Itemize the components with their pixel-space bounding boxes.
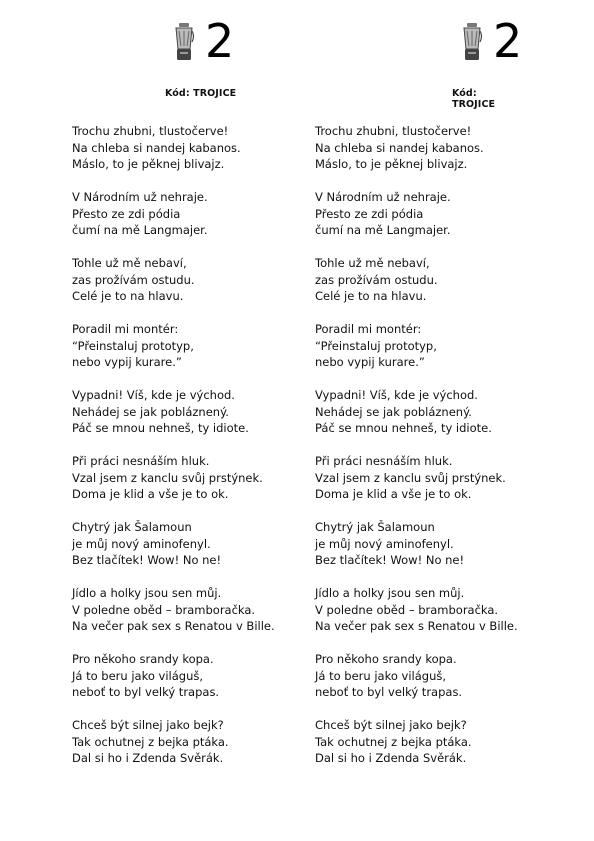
stanza (72, 651, 275, 701)
poem-line: Poradil mi montér: (315, 322, 422, 336)
poem-line: neboť to byl velký trapas. (72, 685, 220, 699)
card-number: 2 (493, 14, 523, 68)
poem-line: Pro někoho srandy kopa. (315, 652, 457, 666)
poem-line: Chceš být silnej jako bejk? (72, 718, 224, 732)
poem-line: Celé je to na hlavu. (315, 289, 427, 303)
poem-line: “Přeinstaluj prototyp, (72, 338, 194, 353)
poem-line: “Přeinstaluj prototyp, (315, 338, 437, 353)
poem-line: Trochu zhubni, tlustočerve! (72, 124, 229, 138)
poem-line: Chceš být silnej jako bejk? (315, 718, 467, 732)
poem-line: Přesto ze zdi pódia (72, 206, 181, 221)
poem-line: Na chleba si nandej kabanos. (315, 140, 484, 155)
poem-line: Já to beru jako világuš, (72, 668, 204, 683)
poem-line: čumí na mě Langmajer. (315, 223, 451, 237)
poem-line: Chytrý jak Šalamoun (315, 520, 435, 534)
poem-line: Doma je klid a vše je to ok. (72, 487, 229, 501)
poem-line: Doma je klid a vše je to ok. (315, 487, 472, 501)
poem-line: Páč se mnou nehneš, ty idiote. (315, 421, 492, 435)
poem-line: Máslo, to je pěknej blivajz. (315, 157, 468, 171)
poem-line: Na večer pak sex s Renatou v Bille. (72, 619, 275, 633)
poem-line: Pro někoho srandy kopa. (72, 652, 214, 666)
poem-line: zas prožívám ostudu. (72, 272, 195, 287)
poem-line: Dal si ho i Zdenda Svěrák. (315, 751, 467, 765)
stanza (315, 717, 518, 767)
poem-line: Vypadni! Víš, kde je východ. (315, 388, 478, 402)
stanza (72, 255, 275, 305)
stanza (72, 387, 275, 437)
poem (315, 123, 518, 783)
poem-line: Tak ochutnej z bejka ptáka. (72, 734, 229, 749)
stanza (72, 717, 275, 767)
poem-line: Jídlo a holky jsou sen můj. (72, 586, 222, 600)
poem-line: Dal si ho i Zdenda Svěrák. (72, 751, 224, 765)
stanza (72, 453, 275, 503)
stanza (315, 255, 518, 305)
poem-line: Nehádej se jak pobláznený. (72, 404, 229, 419)
poem-line: V poledne oběd – bramboračka. (315, 602, 499, 617)
poem-line: neboť to byl velký trapas. (315, 685, 463, 699)
poem-line: čumí na mě Langmajer. (72, 223, 208, 237)
poem-line: zas prožívám ostudu. (315, 272, 438, 287)
poem-line: Na chleba si nandej kabanos. (72, 140, 241, 155)
poem-line: V poledne oběd – bramboračka. (72, 602, 256, 617)
poem-line: Jídlo a holky jsou sen můj. (315, 586, 465, 600)
poem-line: Trochu zhubni, tlustočerve! (315, 124, 472, 138)
stanza (315, 651, 518, 701)
stanza (315, 123, 518, 173)
stanza (72, 519, 275, 569)
stanza (315, 321, 518, 371)
poem-line: Bez tlačítek! Wow! No ne! (72, 553, 222, 567)
blender-icon (173, 22, 195, 62)
poem-line: Tohle už mě nebaví, (315, 256, 430, 270)
poem-line: Poradil mi montér: (72, 322, 179, 336)
poem-line: Tohle už mě nebaví, (72, 256, 187, 270)
poem-line: Já to beru jako világuš, (315, 668, 447, 683)
poem-line: Na večer pak sex s Renatou v Bille. (315, 619, 518, 633)
poem-line: Vypadni! Víš, kde je východ. (72, 388, 235, 402)
stanza (315, 453, 518, 503)
blender-icon (461, 22, 483, 62)
code-label: Kód: TROJICE (165, 88, 237, 99)
stanza (315, 585, 518, 635)
poem-line: Bez tlačítek! Wow! No ne! (315, 553, 465, 567)
card-number: 2 (205, 14, 235, 68)
poem-line: Vzal jsem z kanclu svůj prstýnek. (72, 470, 263, 485)
poem-line: Přesto ze zdi pódia (315, 206, 424, 221)
poem-line: Páč se mnou nehneš, ty idiote. (72, 421, 249, 435)
poem-line: Chytrý jak Šalamoun (72, 520, 192, 534)
poem-line: Při práci nesnáším hluk. (315, 454, 453, 468)
poem-line: Vzal jsem z kanclu svůj prstýnek. (315, 470, 506, 485)
stanza (315, 189, 518, 239)
poem-line: Při práci nesnáším hluk. (72, 454, 210, 468)
poem-line: Máslo, to je pěknej blivajz. (72, 157, 225, 171)
stanza (315, 519, 518, 569)
stanza (72, 123, 275, 173)
stanza (72, 189, 275, 239)
code-label: Kód: TROJICE (452, 88, 496, 110)
poem-line: je můj nový aminofenyl. (315, 536, 454, 551)
poem-line: V Národním už nehraje. (72, 190, 208, 204)
stanza (72, 321, 275, 371)
poem-line: Nehádej se jak pobláznený. (315, 404, 472, 419)
poem-line: nebo vypij kurare.” (315, 355, 425, 369)
poem-line: je můj nový aminofenyl. (72, 536, 211, 551)
stanza (315, 387, 518, 437)
poem-line: V Národním už nehraje. (315, 190, 451, 204)
poem (72, 123, 275, 783)
poem-line: Celé je to na hlavu. (72, 289, 184, 303)
poem-line: Tak ochutnej z bejka ptáka. (315, 734, 472, 749)
stanza (72, 585, 275, 635)
poem-line: nebo vypij kurare.” (72, 355, 182, 369)
